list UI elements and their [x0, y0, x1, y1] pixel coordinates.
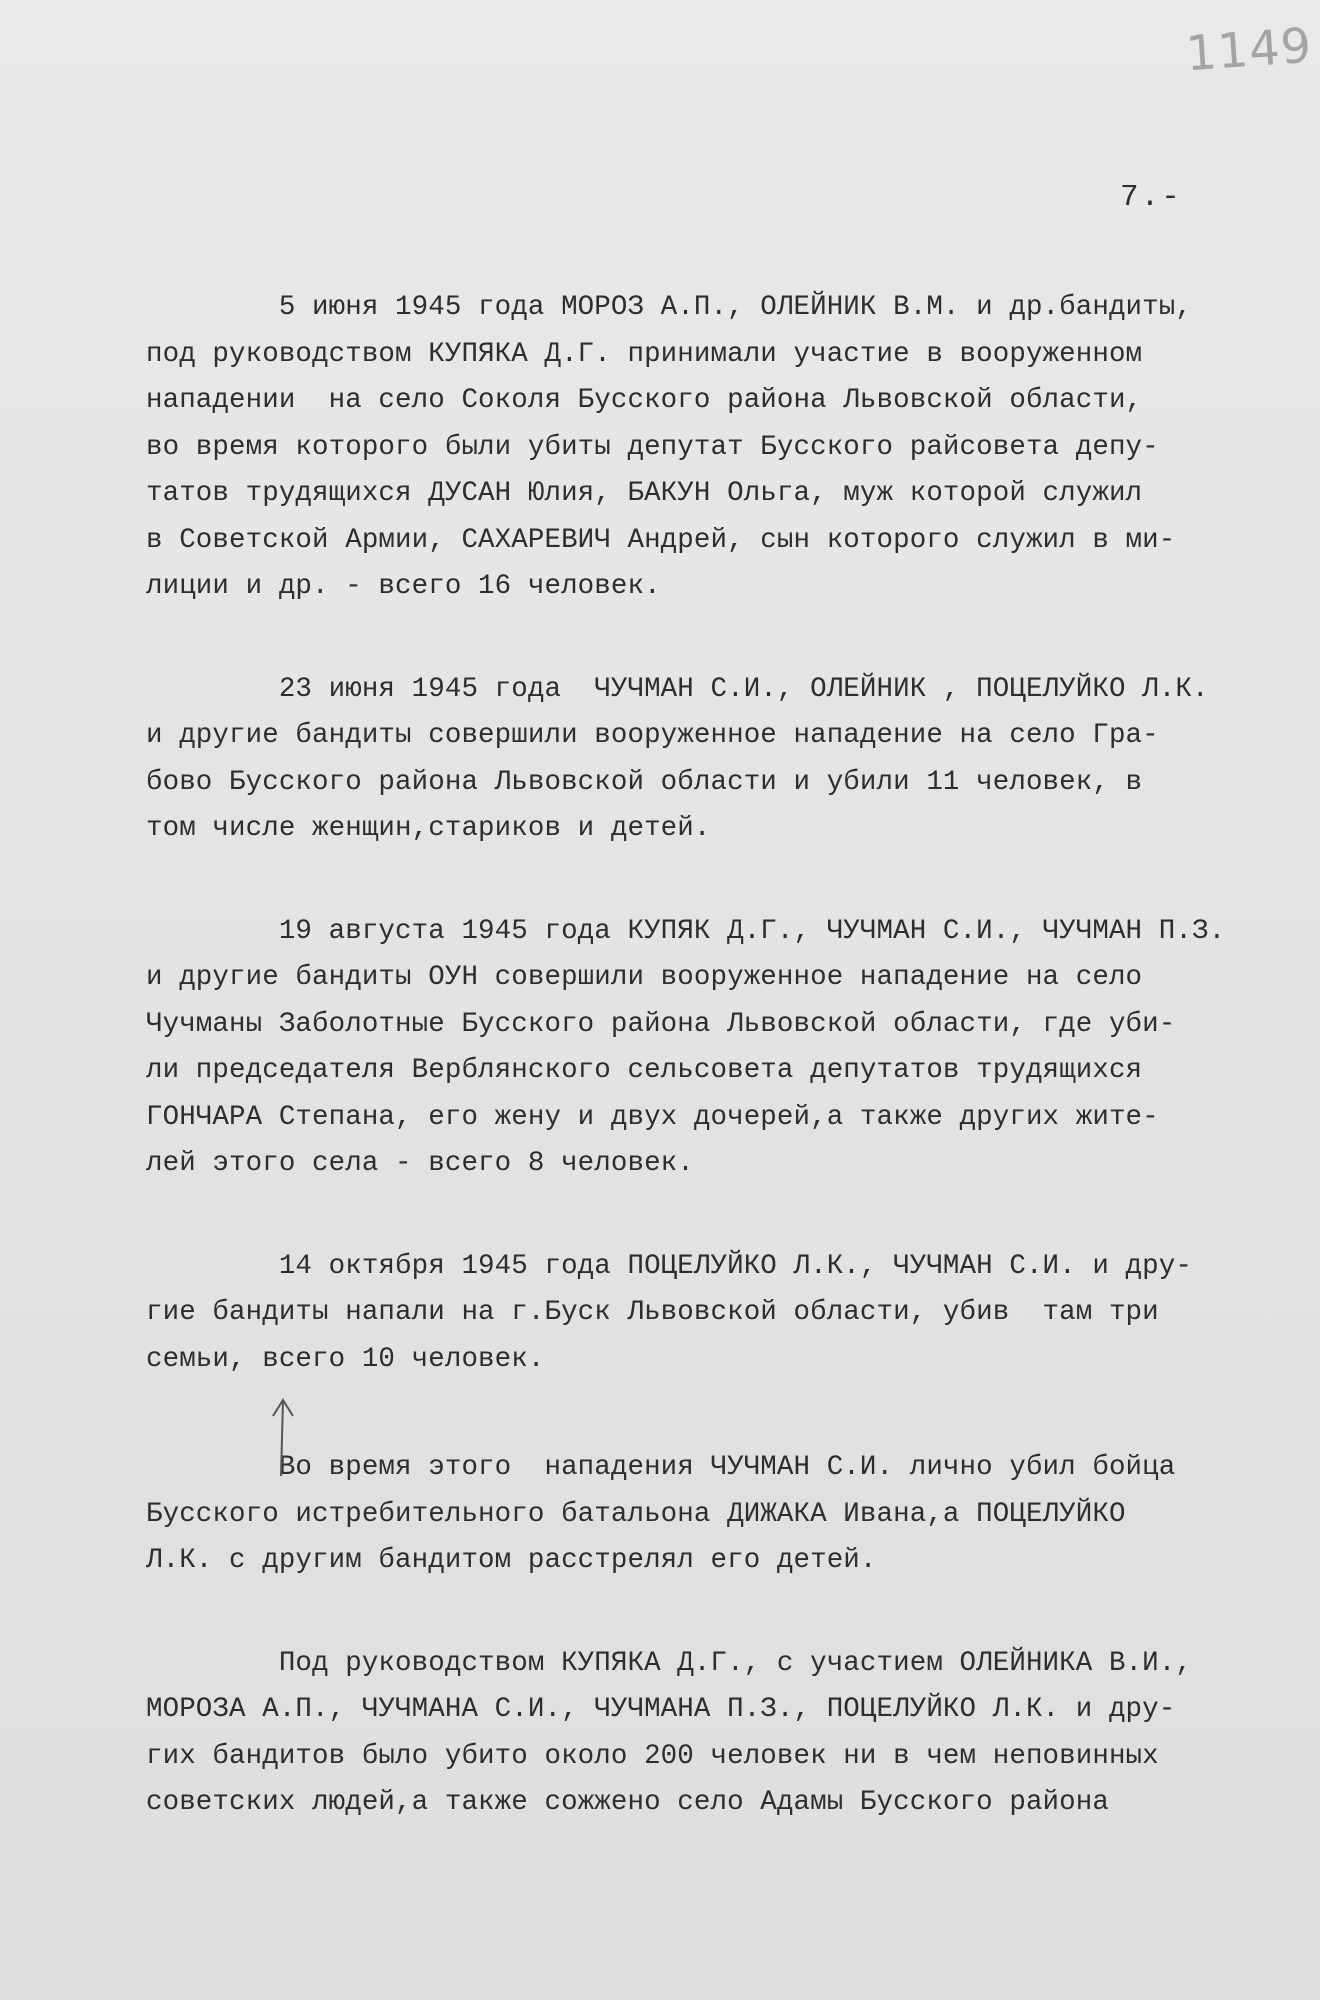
text-line: татов трудящихся ДУСАН Юлия, БАКУН Ольга, муж которой служил	[146, 478, 1143, 509]
text-line: Бусского истребительного батальона ДИЖАКА Ивана,а ПОЦЕЛУЙКО	[146, 1498, 1126, 1530]
paragraph	[146, 667, 1306, 853]
text-line: лиции и др. - всего 16 человек.	[146, 571, 661, 602]
text-line: ли председателя Верблянского сельсовета депутатов трудящихся	[146, 1055, 1143, 1086]
text-line: в Советской Армии, САХАРЕВИЧ Андрей, сын которого служил в ми-	[146, 524, 1176, 556]
text-line: бово Бусского района Львовской области и убили 11 человек, в	[146, 766, 1143, 798]
archive-number: 1149	[1184, 17, 1314, 83]
text-line: 23 июня 1945 года ЧУЧМАН С.И., ОЛЕЙНИК , ПОЦЕЛУЙКО Л.К.	[146, 673, 1209, 705]
text-line: том числе женщин,стариков и детей.	[146, 813, 711, 844]
text-line: и другие бандиты совершили вооруженное нападение на село Гра-	[146, 720, 1159, 751]
paragraph	[146, 1445, 1306, 1585]
paragraph	[146, 1641, 1306, 1827]
page-number: 7.-	[1120, 180, 1182, 215]
text-line: 14 октября 1945 года ПОЦЕЛУЙКО Л.К., ЧУЧМАН С.И. и дру-	[146, 1250, 1192, 1282]
text-line: и другие бандиты ОУН совершили вооруженное нападение на село	[146, 962, 1143, 993]
text-line: советских людей,а также сожжено село Адамы Бусского района	[146, 1787, 1109, 1818]
text-line: нападении на село Соколя Бусского района Львовской области,	[146, 385, 1143, 416]
text-line: ГОНЧАРА Степана, его жену и двух дочерей,а также других жите-	[146, 1101, 1159, 1133]
paragraph	[146, 909, 1306, 1188]
text-line: лей этого села - всего 8 человек.	[146, 1148, 694, 1179]
document-body	[146, 285, 1306, 1883]
text-line: 5 июня 1945 года МОРОЗ А.П., ОЛЕЙНИК В.М. и др.бандиты,	[146, 292, 1192, 323]
paragraph	[146, 285, 1306, 611]
text-line: Под руководством КУПЯКА Д.Г., с участием ОЛЕЙНИКА В.И.,	[146, 1647, 1192, 1679]
text-line: Л.К. с другим бандитом расстрелял его детей.	[146, 1545, 877, 1576]
text-line: Во время этого нападения ЧУЧМАН С.И. лично убил бойца	[146, 1452, 1176, 1483]
text-line: 19 августа 1945 года КУПЯК Д.Г., ЧУЧМАН С.И., ЧУЧМАН П.З.	[146, 915, 1226, 947]
text-line: под руководством КУПЯКА Д.Г. принимали участие в вооруженном	[146, 338, 1143, 370]
text-line: МОРОЗА А.П., ЧУЧМАНА С.И., ЧУЧМАНА П.З., ПОЦЕЛУЙКО Л.К. и дру-	[146, 1694, 1176, 1725]
paragraph	[146, 1244, 1306, 1384]
text-line: во время которого были убиты депутат Бусского райсовета депу-	[146, 431, 1159, 463]
text-line: Чучманы Заболотные Бусского района Львовской области, где уби-	[146, 1008, 1176, 1040]
text-line: гие бандиты напали на г.Буск Львовской области, убив там три	[146, 1297, 1159, 1328]
insertion-caret-mark	[270, 1396, 296, 1478]
text-line: гих бандитов было убито около 200 человек ни в чем неповинных	[146, 1740, 1159, 1772]
text-line: семьи, всего 10 человек.	[146, 1343, 545, 1375]
